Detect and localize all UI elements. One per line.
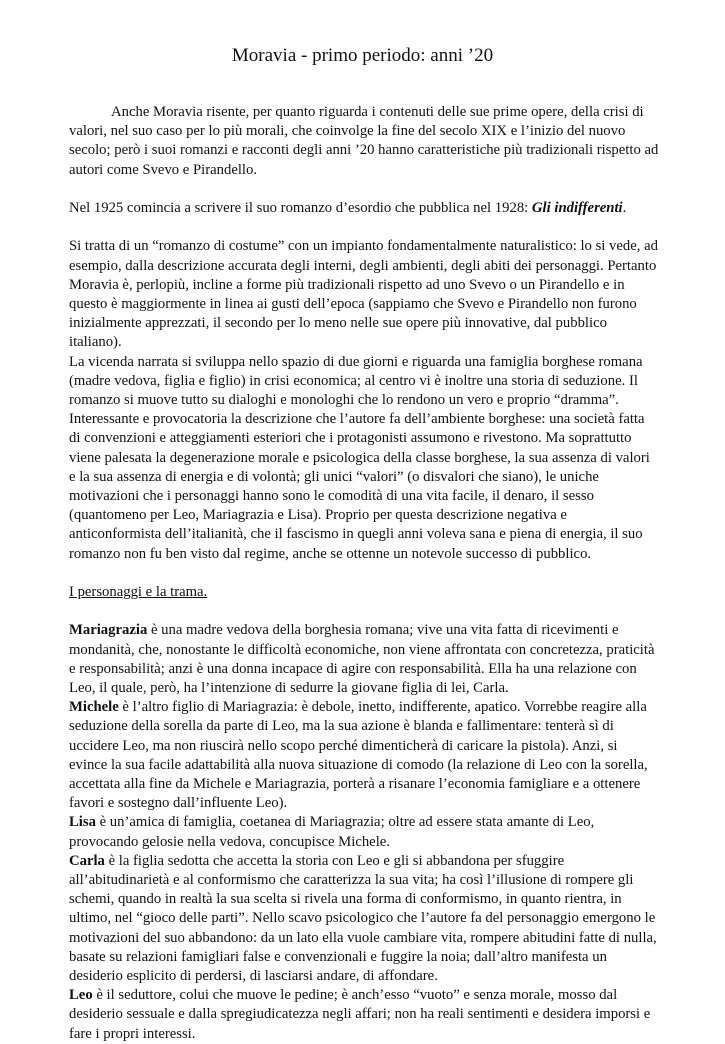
page-title: Moravia - primo periodo: anni ’20 xyxy=(231,45,494,66)
paragraph-gap xyxy=(69,602,659,621)
character-carla xyxy=(69,852,659,986)
character-description: è il seduttore, colui che muove le pedine; è anch’esso “vuoto” e senza morale, mosso dal desiderio sessuale e dalla spregiudicatezza negli affari; non ha reali sentimenti e desidera imporsi e fare i propri interessi. xyxy=(69,987,651,1042)
intro-paragraph: Anche Moravia risente, per quanto riguarda i contenuti delle sue prime opere, della crisi di valori, nel suo caso per lo più morali, che coinvolge la fine del secolo XIX e l’inizio del nuovo secolo; però i suoi romanzi e racconti degli anni ’20 hanno caratteristiche più tradizionali rispetto ad autori come Svevo e Pirandello. xyxy=(69,104,659,178)
plot-paragraph: La vicenda narrata si sviluppa nello spazio di due giorni e riguarda una famiglia borghese romana (madre vedova, figlia e figlio) in crisi economica; al centro vi è inoltre una storia di seduzione. Il romanzo si muove tutto su dialoghi e monologhi che lo rendono un vero e proprio “dramma”. Interessante e provocatoria la descrizione che l’autore fa dell’ambiente borghese: una società fatta di convenzioni e atteggiamenti esteriori che i protagonisti assumono e rivestono. Ma soprattutto viene palesata la degenerazione morale e psicologica della classe borghese, la sua assenza di valori e la sua assenza di energia e di volontà; gli unici “valori” (o disvalori che siano), le uniche motivazioni che i personaggi hanno sono le comodità di una vita facile, il denaro, il sesso (quantomeno per Leo, Mariagrazia e Lisa). Proprio per questa descrizione negativa e anticonformista dell’italianità, che il fascismo in quegli anni voleva sana e piena di energia, il suo romanzo non fu ben visto dal regime, anche se ottenne un notevole successo di pubblico. xyxy=(69,353,650,562)
debut-paragraph xyxy=(69,199,659,218)
character-description: è l’altro figlio di Mariagrazia: è debole, inetto, indifferente, apatico. Vorrebbe reagire alla seduzione della sorella da parte di Leo, ma la sua azione è blanda e fallimentare: tenterà sì di uccidere Leo, ma non riuscirà nello scopo perché dimenticherà di caricare la pistola). Anzi, si evince la sua facile adattabilità alla nuova situazione di comodo (la relazione di Leo con la sorella, accettata alla fine da Michele e Mariagrazia, porterà a risanare l’economia famigliare e a ottenere favori e sostegno dall’influente Leo). xyxy=(69,699,648,812)
character-name: Lisa xyxy=(69,814,96,831)
character-name: Carla xyxy=(69,852,105,869)
debut-text: Nel 1925 comincia a scrivere il suo romanzo d’esordio che pubblica nel 1928: xyxy=(69,200,532,216)
character-leo xyxy=(69,986,659,1044)
character-name: Mariagrazia xyxy=(69,622,148,639)
character-michele xyxy=(69,698,659,813)
character-description: è la figlia sedotta che accetta la storia con Leo e gli si abbandona per sfuggire all’abitudinarietà e al conformismo che caratterizza la sua vita; ha così l’illusione di rompere gli schemi, quando in realtà la sua scelta si rivela una forma di conformismo, in quanto rientra, in ultimo, nel “gioco delle parti”. Nello scavo psicologico che l’autore fa del personaggio emergono le motivazioni del suo abbandono: da un lato ella vuole cambiare vita, rompere abitudini fatte di nulla, basate su relazioni famigliari false e convenzionali e fuggire la noia; dall’altro manifesta un desiderio esplicito di perdersi, di lasciarsi andare, di affondare. xyxy=(69,852,657,985)
character-description: è una madre vedova della borghesia romana; vive una vita fatta di ricevimenti e mondanità, che, nonostante le difficoltà economiche, non viene affrontata con concretezza, praticità e responsabilità; anzi è una donna incapace di agire con responsabilità. Ella ha una relazione con Leo, il quale, però, ha l’intenzione di sedurre la giovane figlia di lei, Carla. xyxy=(69,622,655,697)
character-description: è un’amica di famiglia, coetanea di Mariagrazia; oltre ad essere stata amante di Leo, provocando gelosie nella vedova, concupisce Michele. xyxy=(69,814,595,850)
paragraph-gap xyxy=(69,180,659,199)
paragraph-gap xyxy=(69,218,659,237)
style-paragraph: Si tratta di un “romanzo di costume” con un impianto fondamentalmente naturalistico: lo si vede, ad esempio, dalla descrizione accurata degli interni, degli ambienti, degli abiti dei personaggi. Pertanto Moravia è, perlopiù, incline a forme più tradizionali rispetto ad uno Svevo o un Pirandello e in questo è maggiormente in linea ai gusti dell’epoca (sappiamo che Svevo e Pirandello non furono inizialmente apprezzati, il secondo per lo meno nelle sue opere più innovative, dal pubblico italiano). xyxy=(69,238,658,351)
character-mariagrazia xyxy=(69,621,659,698)
document-body xyxy=(69,103,659,1044)
debut-end: . xyxy=(622,200,627,216)
paragraph-gap xyxy=(69,564,659,583)
section-heading: I personaggi e la trama. xyxy=(69,584,208,601)
novel-title: Gli indifferenti xyxy=(531,200,623,216)
character-lisa xyxy=(69,813,659,851)
character-name: Michele xyxy=(69,699,119,716)
character-name: Leo xyxy=(69,987,93,1004)
